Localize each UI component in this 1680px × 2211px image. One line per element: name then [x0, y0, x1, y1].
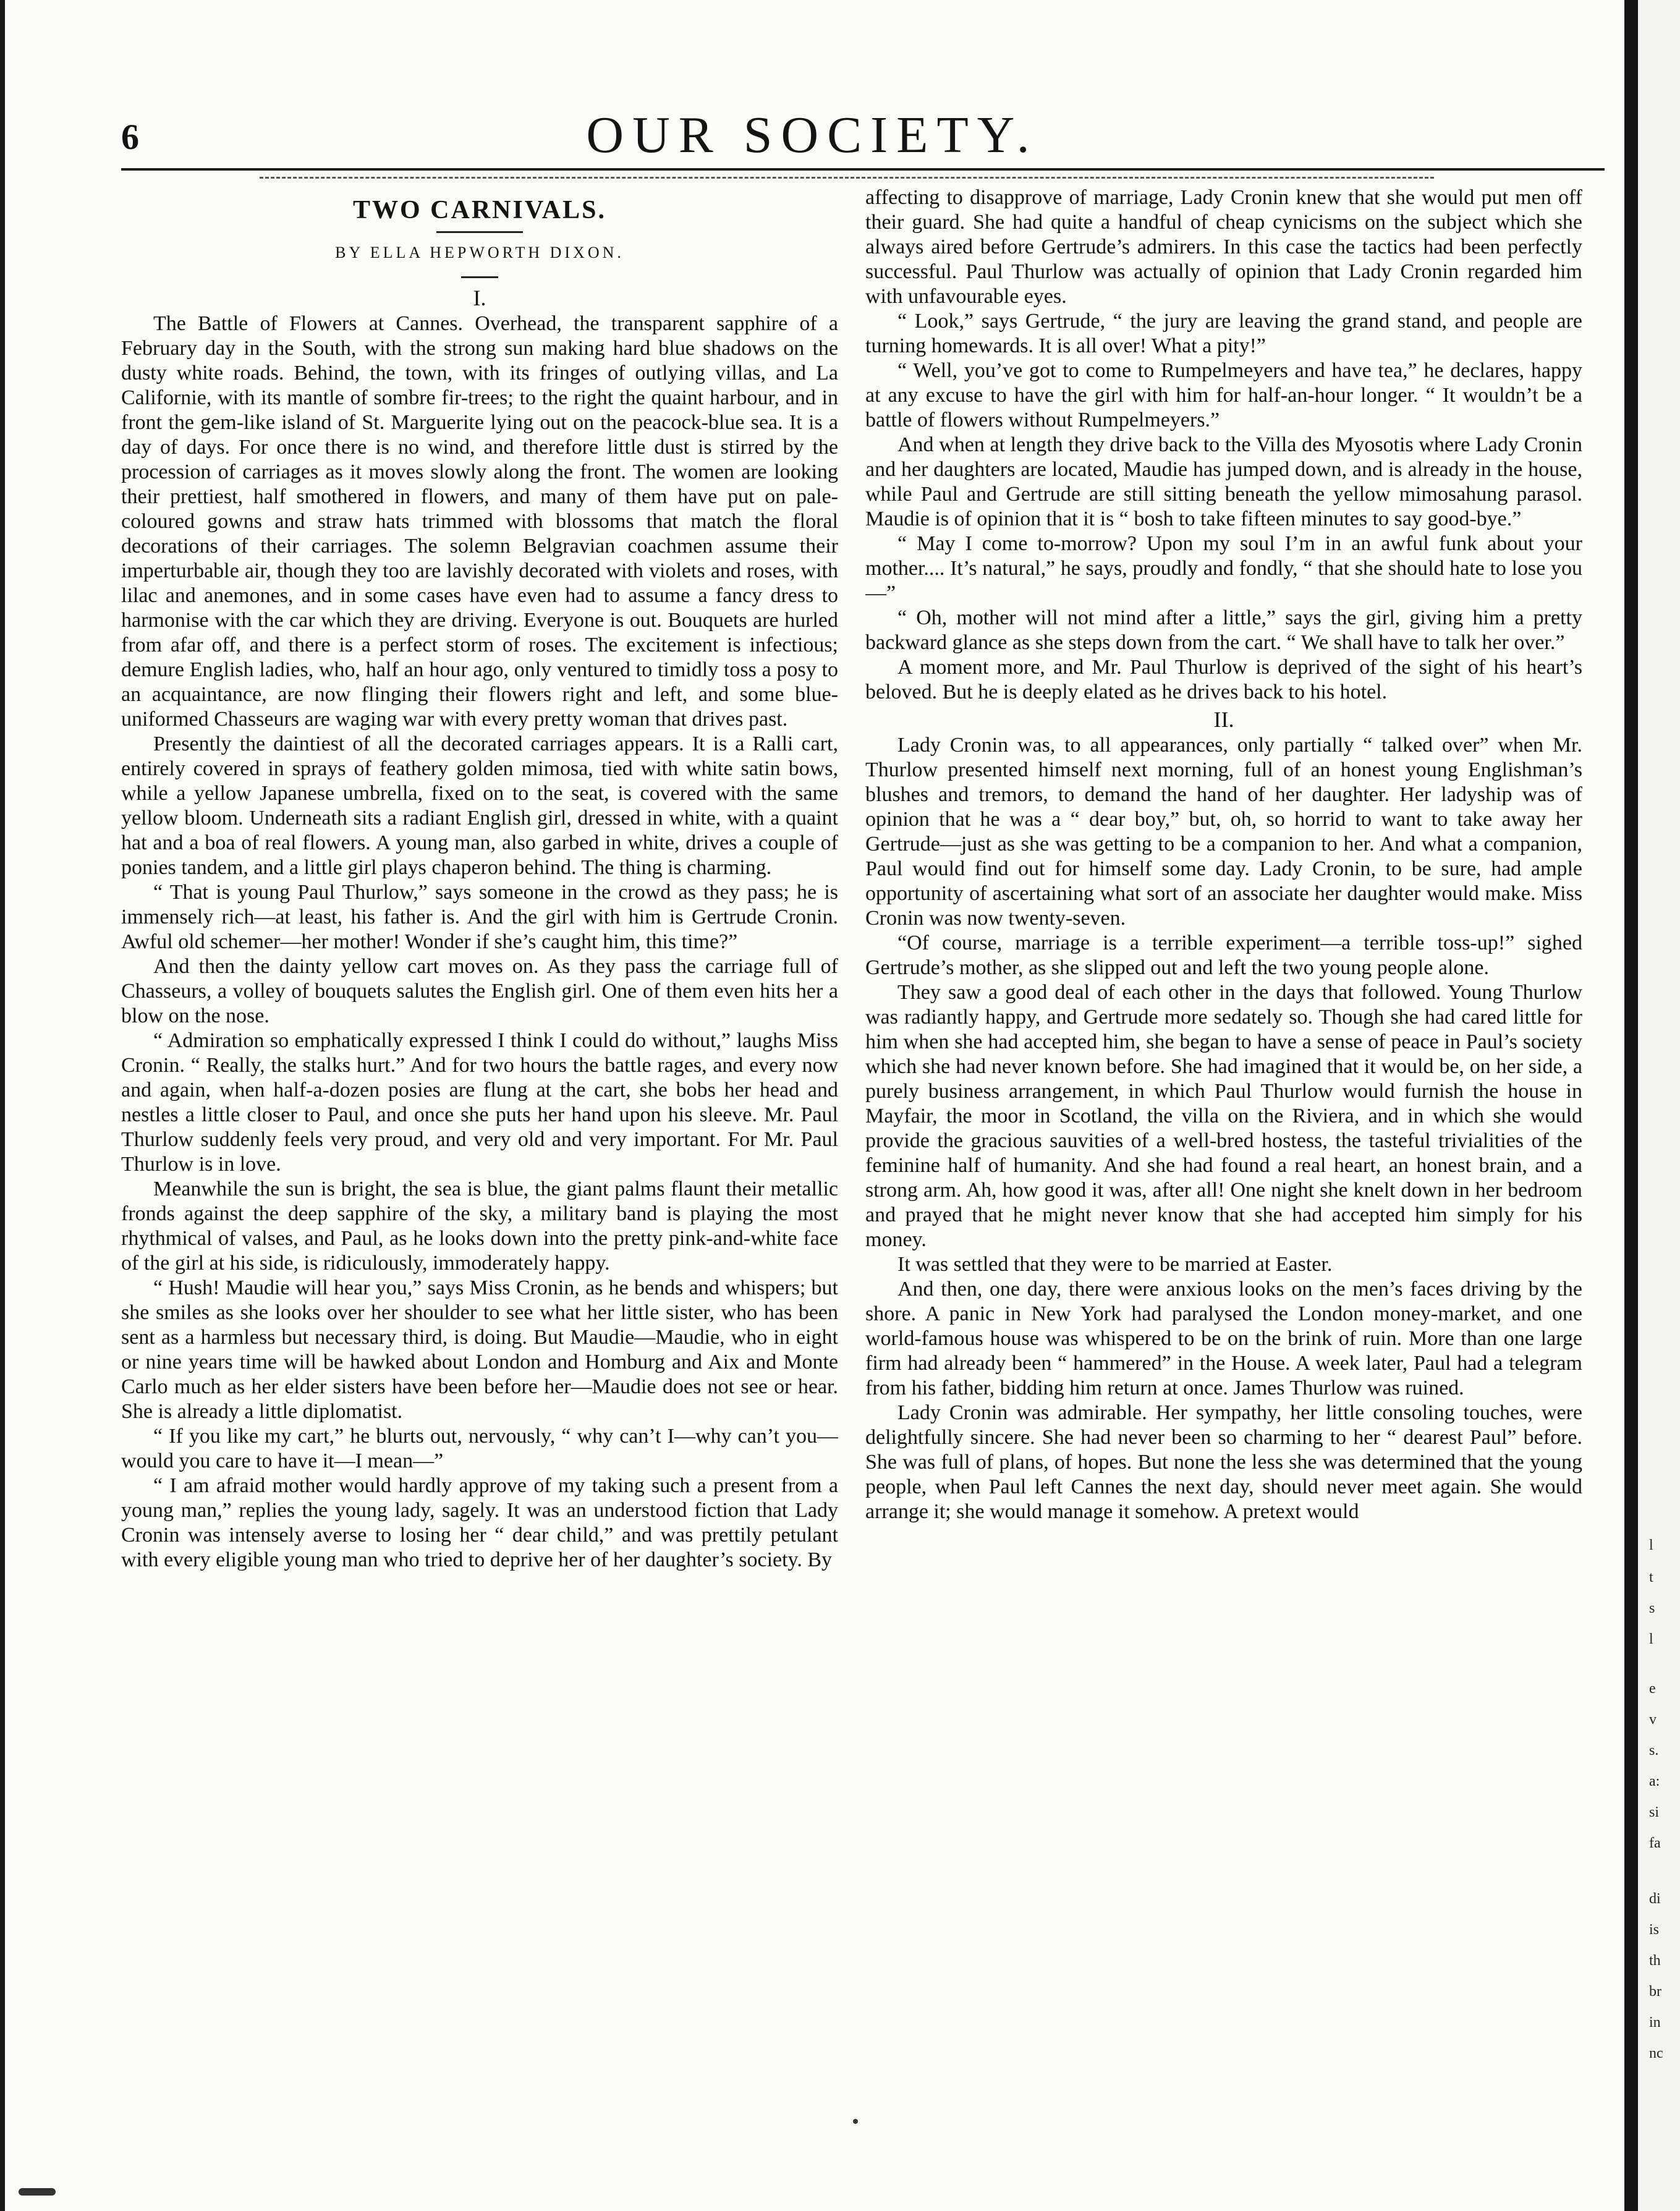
bleed-text: l: [1649, 1537, 1653, 1553]
print-smudge: [19, 2188, 56, 2196]
paragraph: “ Admiration so emphatically expressed I think I could do without,” laughs Miss Cronin. “ Really, the stalks hurt.” And for two hours the battle rages, and every now and again, when half-a-dozen posies are flung at the cart, she bobs her head and nestles a little closer to Paul, and once she puts her hand upon his sleeve. Mr. Paul Thurlow suddenly feels very proud, and very old and very important. For Mr. Paul Thurlow is in love.: [121, 1029, 838, 1176]
paragraph: Lady Cronin was admirable. Her sympathy, her little consoling touches, were delightfully sincere. She had never been so charming to her “ dearest Paul” before. She was full of plans, of hopes. But none the less she was determined that the young people, when Paul left Cannes the next day, should never meet again. She would arrange it; she would manage it somehow. A pretext would: [865, 1401, 1582, 1523]
header-rule-dashed: [260, 177, 1434, 179]
bleed-text: th: [1649, 1953, 1661, 1969]
paragraph: The Battle of Flowers at Cannes. Overhead, the transparent sapphire of a February day in the South, with the strong sun making hard blue shadows on the dusty white roads. Behind, the town, with its fringes of outlying villas, and La Californie, with its mantle of sombre fir-trees; to the right the quaint harbour, and in front the gem-like island of St. Marguerite lying out on the peacock-blue sea. It is a day of days. For once there is no wind, and therefore little dust is stirred by the procession of carriages as it moves slowly along the front. The women are looking their prettiest, half smothered in flowers, and many of them have put on pale-coloured gowns and straw hats trimmed with blossoms that match the floral decorations of their carriages. The solemn Belgravian coachmen assume their imperturbable air, though they too are lavishly decorated with violets and roses, with lilac and anemones, and in some cases have even had to assume a fancy dress to harmonise with the car which they are driving. Everyone is out. Bouquets are hurled from afar off, and there is a perfect storm of roses. The excitement is infectious; demure English ladies, who, half an hour ago, only ventured to timidly toss a posy to an acquaintance, are now flinging their flowers right and left, and some blue-uniformed Chasseurs are waging war with every pretty woman that drives past.: [121, 312, 838, 731]
paragraph: “ If you like my cart,” he blurts out, nervously, “ why can’t I—why can’t you—would you care to have it—I mean—”: [121, 1425, 838, 1472]
page-number: 6: [121, 117, 139, 157]
left-column: [121, 185, 838, 2188]
section-heading: I.: [473, 286, 486, 310]
paragraph: And when at length they drive back to the Villa des Myosotis where Lady Cronin and her daughters are located, Maudie has jumped down, and is already in the house, while Paul and Gertrude are still sitting beneath the yellow mimosahung parasol. Maudie is of opinion that it is “ bosh to take fifteen minutes to say good-bye.”: [865, 433, 1582, 530]
print-speck: [853, 2119, 858, 2124]
section-heading: II.: [1213, 707, 1234, 732]
paragraph: And then, one day, there were anxious looks on the men’s faces driving by the shore. A panic in New York had paralysed the London money-market, and one world-famous house was whispered to be on the brink of ruin. More than one large firm had already been “ hammered” in the House. A week later, Paul had a telegram from his father, bidding him return at once. James Thurlow was ruined.: [865, 1278, 1582, 1399]
paragraph: Presently the daintiest of all the decorated carriages appears. It is a Ralli cart, entirely covered in sprays of feathery golden mimosa, tied with white satin bows, while a yellow Japanese umbrella, fixed on to the seat, is covered with the same yellow bloom. Underneath sits a radiant English girl, dressed in white, with a quaint hat and a boa of real flowers. A young man, also garbed in white, drives a couple of ponies tandem, and a little girl plays chaperon behind. The thing is charming.: [121, 732, 838, 879]
paragraph: And then the dainty yellow cart moves on. As they pass the carriage full of Chasseurs, a volley of bouquets salutes the English girl. One of them even hits her a blow on the nose.: [121, 955, 838, 1027]
bleed-text: in: [1649, 2014, 1661, 2031]
masthead: OUR SOCIETY.: [586, 106, 1038, 164]
paragraph: “Of course, marriage is a terrible experiment—a terrible toss-up!” sighed Gertrude’s mother, as she slipped out and left the two young people alone.: [865, 932, 1582, 979]
adjacent-page-margin: [1638, 0, 1680, 2211]
paragraph: “ Oh, mother will not mind after a little,” says the girl, giving him a pretty backward glance as she steps down from the cart. “ We shall have to talk her over.”: [865, 606, 1582, 654]
bleed-text: di: [1649, 1891, 1661, 1907]
paragraph: “ Well, you’ve got to come to Rumpelmeyers and have tea,” he declares, happy at any excuse to have the girl with him for half-an-hour longer. “ It wouldn’t be a battle of flowers without Rumpelmeyers.”: [865, 359, 1582, 431]
paragraph: affecting to disapprove of marriage, Lady Cronin knew that she would put men off their guard. She had quite a handful of cheap cynicisms on the subject which she always aired before Gertrude’s admirers. In this case the tactics had been perfectly successful. Paul Thurlow was actually of opinion that Lady Cronin regarded him with unfavourable eyes.: [865, 186, 1582, 308]
bleed-text: t: [1649, 1569, 1653, 1585]
bleed-text: s.: [1649, 1742, 1659, 1759]
paragraph: Lady Cronin was, to all appearances, only partially “ talked over” when Mr. Thurlow presented himself next morning, full of an honest young Englishman’s blushes and tremors, to demand the hand of her daughter. Her ladyship was of opinion that he was a “ dear boy,” but, oh, so horrid to want to take away her Gertrude—just as she was getting to be a companion to her. And what a companion, Paul would find out for himself some day. Lady Cronin, to be sure, had ample opportunity of ascertaining what sort of an associate her daughter would make. Miss Cronin was now twenty-seven.: [865, 734, 1582, 930]
bleed-text: v: [1649, 1712, 1657, 1728]
right-column: [865, 185, 1582, 2188]
title-rule: [436, 231, 523, 233]
bleed-text: a:: [1649, 1773, 1660, 1789]
bleed-text: e: [1649, 1681, 1656, 1697]
paragraph: It was settled that they were to be married at Easter.: [897, 1253, 1333, 1276]
article-title: TWO CARNIVALS.: [353, 196, 606, 224]
binding-shadow: [1624, 0, 1638, 2211]
left-edge-rule: [0, 0, 5, 2211]
byline-rule: [461, 276, 498, 278]
bleed-text: l: [1649, 1631, 1653, 1647]
header-rule: [121, 168, 1605, 171]
bleed-text: si: [1649, 1804, 1660, 1820]
paragraph: “ That is young Paul Thurlow,” says someone in the crowd as they pass; he is immensely rich—at least, his father is. And the girl with him is Gertrude Cronin. Awful old schemer—her mother! Wonder if she’s caught him, this time?”: [121, 881, 838, 953]
paragraph: A moment more, and Mr. Paul Thurlow is deprived of the sight of his heart’s beloved. But he is deeply elated as he drives back to his hotel.: [865, 656, 1582, 703]
bleed-text: nc: [1649, 2045, 1663, 2061]
paragraph: Meanwhile the sun is bright, the sea is blue, the giant palms flaunt their metallic fronds against the deep sapphire of the sky, a military band is playing the most rhythmical of valses, and Paul, as he looks down into the pretty pink-and-white face of the girl at his side, is ridiculously, immoderately happy.: [121, 1178, 838, 1275]
paragraph: “ Look,” says Gertrude, “ the jury are leaving the grand stand, and people are turning homewards. It is all over! What a pity!”: [865, 310, 1582, 357]
paragraph: “ May I come to-morrow? Upon my soul I’m in an awful funk about your mother.... It’s natural,” he says, proudly and fondly, “ that she should hate to lose you—”: [865, 532, 1582, 605]
paragraph: They saw a good deal of each other in the days that followed. Young Thurlow was radiantly happy, and Gertrude more sedately so. Though she had cared little for him when she had accepted him, she began to have a sense of peace in Paul’s society which she had never known before. She had imagined that it would be, on her side, a purely business arrangement, in which Paul Thurlow would furnish the house in Mayfair, the moor in Scotland, the villa on the Riviera, and in which she would provide the gracious sauvities of a well-bred hostess, the tasteful trivialities of the feminine half of humanity. And she had found a real heart, an honest brain, and a strong arm. Ah, how good it was, after all! One night she knelt down in her bedroom and prayed that he might never know that she had accepted him simply for his money.: [865, 981, 1582, 1251]
paragraph: “ I am afraid mother would hardly approve of my taking such a present from a young man,” replies the young lady, sagely. It was an understood fiction that Lady Cronin was intensely averse to losing her “ dear child,” and was prettily petulant with every eligible young man who tried to deprive her of her daughter’s society. By: [121, 1474, 838, 1571]
article-byline: BY ELLA HEPWORTH DIXON.: [335, 244, 624, 261]
bleed-text: fa: [1649, 1835, 1661, 1851]
bleed-text: br: [1649, 1984, 1661, 2000]
bleed-text: is: [1649, 1922, 1660, 1938]
bleed-text: s: [1649, 1600, 1655, 1616]
paragraph: “ Hush! Maudie will hear you,” says Miss Cronin, as he bends and whispers; but she smiles as she looks over her shoulder to see what her little sister, who has been sent as a harmless but necessary third, is doing. But Maudie—Maudie, who in eight or nine years time will be hawked about London and Homburg and Aix and Monte Carlo much as her elder sisters have been before her—Maudie does not see or hear. She is already a little diplomatist.: [121, 1276, 838, 1423]
